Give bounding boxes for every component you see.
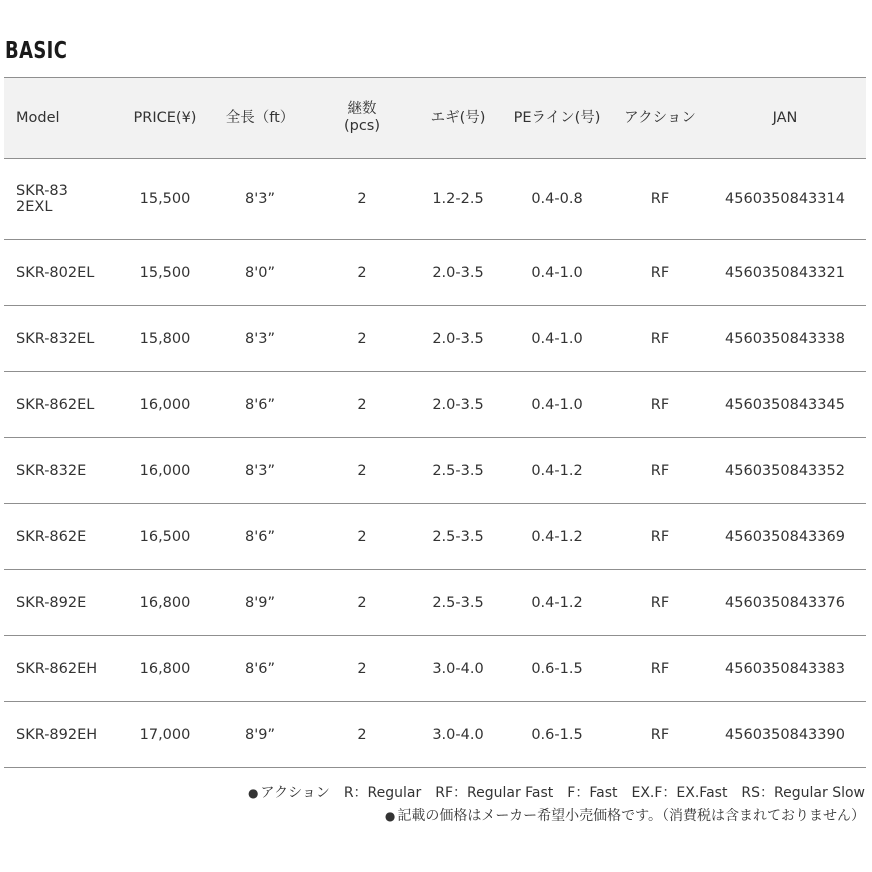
table-row xyxy=(4,372,866,438)
header-pieces-line1: 継数 xyxy=(347,101,377,117)
cell-jan: 4560350843321 xyxy=(704,240,866,306)
cell-action: RF xyxy=(616,570,704,636)
cell-pieces: 2 xyxy=(306,636,418,702)
cell-action: RF xyxy=(616,159,704,240)
spec-table xyxy=(4,77,866,768)
cell-egi: 2.0-3.5 xyxy=(418,240,498,306)
cell-jan: 4560350843376 xyxy=(704,570,866,636)
cell-jan: 4560350843314 xyxy=(704,159,866,240)
cell-action: RF xyxy=(616,702,704,768)
header-price: PRICE(¥) xyxy=(116,78,214,159)
cell-pieces: 2 xyxy=(306,570,418,636)
cell-egi: 2.5-3.5 xyxy=(418,504,498,570)
cell-jan: 4560350843345 xyxy=(704,372,866,438)
section-title: BASIC xyxy=(5,38,68,64)
cell-model: SKR-862E xyxy=(4,504,116,570)
header-pieces-line2: (pcs) xyxy=(343,118,381,134)
price-note xyxy=(248,805,865,828)
cell-length: 8'3” xyxy=(214,159,306,240)
bullet-icon: ● xyxy=(384,809,396,823)
table-header xyxy=(4,78,866,159)
header-length: 全長（ft） xyxy=(214,78,306,159)
cell-pieces: 2 xyxy=(306,438,418,504)
cell-jan: 4560350843390 xyxy=(704,702,866,768)
cell-length: 8'3” xyxy=(214,438,306,504)
cell-price: 16,800 xyxy=(116,636,214,702)
cell-model: SKR-832EL xyxy=(4,306,116,372)
cell-model: SKR-862EL xyxy=(4,372,116,438)
cell-egi: 3.0-4.0 xyxy=(418,702,498,768)
header-egi: エギ(号) xyxy=(418,78,498,159)
cell-model xyxy=(4,159,116,240)
cell-pieces: 2 xyxy=(306,504,418,570)
header-action: アクション xyxy=(616,78,704,159)
cell-length: 8'9” xyxy=(214,570,306,636)
model-text: SKR-832EXL xyxy=(16,183,68,215)
cell-price: 15,800 xyxy=(116,306,214,372)
cell-model: SKR-802EL xyxy=(4,240,116,306)
cell-price: 15,500 xyxy=(116,240,214,306)
cell-length: 8'6” xyxy=(214,636,306,702)
header-jan: JAN xyxy=(704,78,866,159)
cell-jan: 4560350843383 xyxy=(704,636,866,702)
table-body xyxy=(4,159,866,768)
cell-price: 16,500 xyxy=(116,504,214,570)
cell-pieces: 2 xyxy=(306,159,418,240)
cell-pe: 0.6-1.5 xyxy=(498,636,616,702)
cell-pieces: 2 xyxy=(306,372,418,438)
cell-action: RF xyxy=(616,240,704,306)
table-row xyxy=(4,570,866,636)
cell-egi: 2.5-3.5 xyxy=(418,438,498,504)
cell-model: SKR-892EH xyxy=(4,702,116,768)
table-row xyxy=(4,636,866,702)
cell-length: 8'6” xyxy=(214,372,306,438)
cell-pe: 0.4-1.2 xyxy=(498,504,616,570)
cell-action: RF xyxy=(616,438,704,504)
cell-egi: 2.0-3.5 xyxy=(418,372,498,438)
header-model: Model xyxy=(4,78,116,159)
cell-pieces: 2 xyxy=(306,702,418,768)
header-pe-line: PEライン(号) xyxy=(498,78,616,159)
table-row xyxy=(4,159,866,240)
table-row xyxy=(4,504,866,570)
cell-pe: 0.4-1.2 xyxy=(498,438,616,504)
cell-pe: 0.4-1.0 xyxy=(498,240,616,306)
cell-model: SKR-892E xyxy=(4,570,116,636)
cell-action: RF xyxy=(616,372,704,438)
cell-price: 16,000 xyxy=(116,372,214,438)
action-legend-text: アクション R：Regular RF：Regular Fast F：Fast EX.F：EX.Fast RS：Regular Slow xyxy=(260,785,865,801)
cell-action: RF xyxy=(616,504,704,570)
table-row xyxy=(4,306,866,372)
cell-pe: 0.4-1.0 xyxy=(498,372,616,438)
cell-length: 8'3” xyxy=(214,306,306,372)
cell-pe: 0.4-0.8 xyxy=(498,159,616,240)
header-row xyxy=(4,78,866,159)
bullet-icon: ● xyxy=(248,786,259,800)
cell-length: 8'9” xyxy=(214,702,306,768)
cell-pe: 0.4-1.2 xyxy=(498,570,616,636)
cell-action: RF xyxy=(616,636,704,702)
cell-price: 15,500 xyxy=(116,159,214,240)
table-row xyxy=(4,438,866,504)
cell-egi: 2.5-3.5 xyxy=(418,570,498,636)
table-row xyxy=(4,702,866,768)
cell-jan: 4560350843338 xyxy=(704,306,866,372)
cell-model: SKR-862EH xyxy=(4,636,116,702)
table-row xyxy=(4,240,866,306)
cell-price: 16,800 xyxy=(116,570,214,636)
cell-egi: 1.2-2.5 xyxy=(418,159,498,240)
action-legend-note xyxy=(248,782,865,805)
cell-length: 8'6” xyxy=(214,504,306,570)
cell-price: 17,000 xyxy=(116,702,214,768)
cell-pieces: 2 xyxy=(306,240,418,306)
header-pieces xyxy=(306,78,418,159)
cell-price: 16,000 xyxy=(116,438,214,504)
cell-egi: 3.0-4.0 xyxy=(418,636,498,702)
cell-egi: 2.0-3.5 xyxy=(418,306,498,372)
cell-jan: 4560350843369 xyxy=(704,504,866,570)
footnotes xyxy=(248,782,865,828)
cell-length: 8'0” xyxy=(214,240,306,306)
cell-pieces: 2 xyxy=(306,306,418,372)
cell-action: RF xyxy=(616,306,704,372)
cell-pe: 0.4-1.0 xyxy=(498,306,616,372)
cell-model: SKR-832E xyxy=(4,438,116,504)
cell-jan: 4560350843352 xyxy=(704,438,866,504)
price-note-text: 記載の価格はメーカー希望小売価格です。（消費税は含まれておりません） xyxy=(397,808,865,824)
cell-pe: 0.6-1.5 xyxy=(498,702,616,768)
